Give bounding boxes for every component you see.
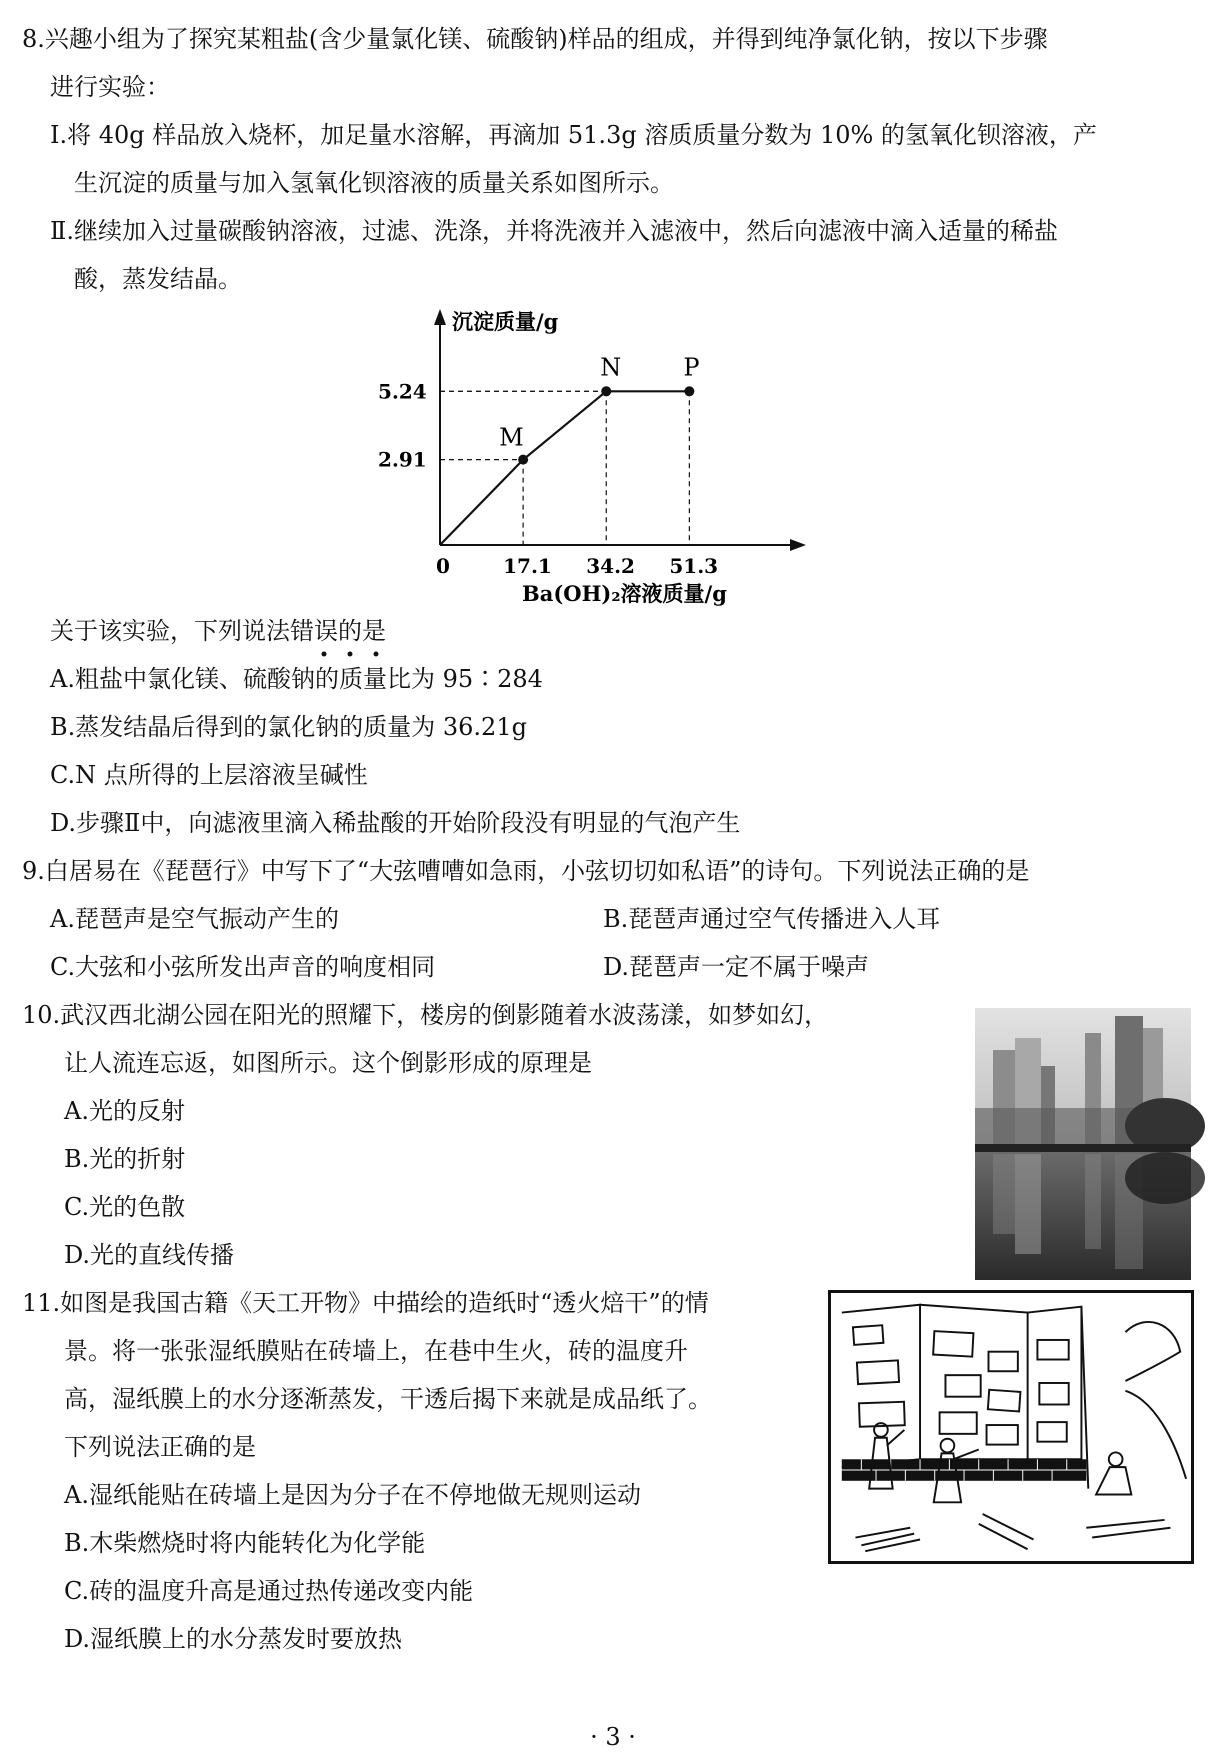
q11-option-c: C.砖的温度升高是通过热传递改变内能 (64, 1577, 474, 1605)
y-tick-label-0: 2.91 (378, 447, 427, 472)
series-line (440, 391, 689, 545)
q8-option-d: D.步骤Ⅱ中，向滤液里滴入稀盐酸的开始阶段没有明显的气泡产生 (50, 809, 741, 837)
point-P (684, 386, 694, 396)
q8-step2-line1: Ⅱ.继续加入过量碳酸钠溶液，过滤、洗涤，并将洗液并入滤液中，然后向滤液中滴入适量的稀盐 (50, 217, 1058, 245)
q9-stem: 9.白居易在《琵琶行》中写下了“大弦嘈嘈如急雨，小弦切切如私语”的诗句。下列说法正确的是 (22, 857, 1030, 885)
q8-option-c: C.N 点所得的上层溶液呈碱性 (50, 761, 368, 789)
q10-option-a: A.光的反射 (64, 1097, 185, 1125)
emphasis-dots (318, 650, 398, 660)
q11-stem-line1: 11.如图是我国古籍《天工开物》中描绘的造纸时“透火焙干”的情 (22, 1289, 709, 1317)
q10-stem-line2: 让人流连忘返，如图所示。这个倒影形成的原理是 (64, 1049, 592, 1077)
q11-option-a: A.湿纸能贴在砖墙上是因为分子在不停地做无规则运动 (64, 1481, 641, 1509)
q11-stem-line2: 景。将一张张湿纸膜贴在砖墙上，在巷中生火，砖的温度升 (64, 1337, 688, 1365)
q10-option-b: B.光的折射 (64, 1145, 186, 1173)
y-axis-label: 沉淀质量/g (452, 309, 559, 334)
q10-option-d: D.光的直线传播 (64, 1241, 235, 1269)
q8-step1-line2: 生沉淀的质量与加入氢氧化钡溶液的质量关系如图所示。 (74, 169, 674, 197)
x-axis-label: Ba(OH)₂溶液质量/g (522, 581, 727, 606)
q8-step2-line2: 酸，蒸发结晶。 (74, 265, 242, 293)
q9-option-c: C.大弦和小弦所发出声音的响度相同 (50, 953, 436, 981)
q11-stem-line3: 高，湿纸膜上的水分逐渐蒸发，干透后揭下来就是成品纸了。 (64, 1385, 712, 1413)
lake-reflection-photo (975, 1008, 1191, 1280)
point-label-P: P (683, 353, 700, 382)
q8-question: 关于该实验，下列说法错误的是 (50, 617, 386, 645)
x-tick-label-1: 34.2 (586, 554, 635, 578)
point-label-M: M (499, 423, 524, 452)
q8-stem-line2: 进行实验： (50, 73, 170, 101)
q9-option-a: A.琵琶声是空气振动产生的 (50, 905, 339, 933)
x-tick-label-0: 17.1 (503, 554, 552, 578)
q10-stem-line1: 10.武汉西北湖公园在阳光的照耀下，楼房的倒影随着水波荡漾，如梦如幻， (22, 1001, 829, 1029)
q11-stem-line4: 下列说法正确的是 (64, 1433, 256, 1461)
q9-option-b: B.琵琶声通过空气传播进入人耳 (603, 905, 941, 933)
x-tick-label-2: 51.3 (669, 554, 719, 578)
q8-option-a: A.粗盐中氯化镁、硫酸钠的质量比为 95∶284 (50, 665, 543, 693)
q11-option-b: B.木柴燃烧时将内能转化为化学能 (64, 1529, 426, 1557)
origin-label: 0 (436, 554, 450, 578)
precipitate-chart (378, 305, 810, 610)
page-number: · 3 · (590, 1723, 636, 1751)
q8-step1-line1: Ⅰ.将 40g 样品放入烧杯，加足量水溶解，再滴加 51.3g 溶质质量分数为 10% 的氢氧化钡溶液，产 (50, 121, 1097, 149)
q10-option-c: C.光的色散 (64, 1193, 186, 1221)
q9-option-d: D.琵琶声一定不属于噪声 (603, 953, 870, 981)
q11-option-d: D.湿纸膜上的水分蒸发时要放热 (64, 1625, 403, 1653)
q8-option-b: B.蒸发结晶后得到的氯化钠的质量为 36.21g (50, 713, 527, 741)
y-tick-label-1: 5.24 (378, 379, 427, 404)
point-M (518, 455, 528, 465)
q8-stem-line1: 8.兴趣小组为了探究某粗盐(含少量氯化镁、硫酸钠)样品的组成，并得到纯净氯化钠，按以下步骤 (22, 25, 1048, 53)
point-N (601, 386, 611, 396)
point-label-N: N (600, 353, 622, 382)
papermaking-illustration (828, 1290, 1194, 1564)
